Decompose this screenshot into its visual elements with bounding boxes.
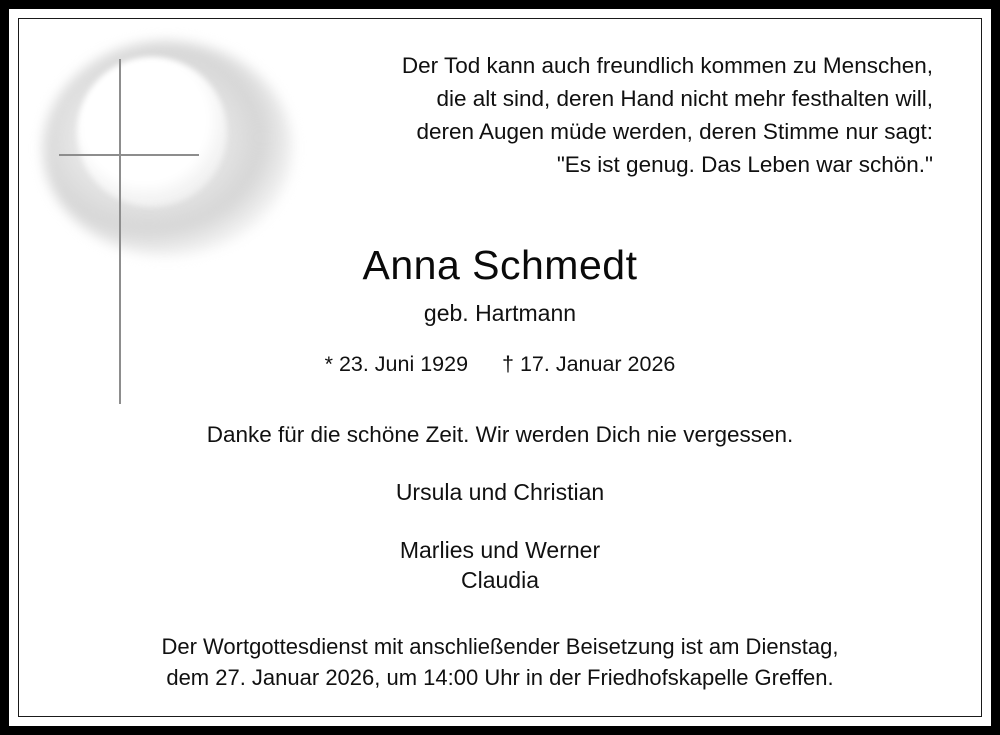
birth-date: * 23. Juni 1929 xyxy=(324,352,469,376)
thanks-message: Danke für die schöne Zeit. Wir werden Dich nie vergessen. xyxy=(206,422,794,447)
deceased-name: Anna Schmedt xyxy=(362,242,638,288)
maiden-name: geb. Hartmann xyxy=(423,300,577,326)
death-date: † 17. Januar 2026 xyxy=(502,352,676,376)
verse-line-3: deren Augen müde werden, deren Stimme nur sagt: xyxy=(416,119,933,144)
verse-line-1: Der Tod kann auch freundlich kommen zu Menschen, xyxy=(401,53,933,78)
deceased-name-block xyxy=(9,241,991,378)
mourner-group xyxy=(9,477,991,507)
verse-line-4: "Es ist genug. Das Leben war schön." xyxy=(556,152,933,177)
life-dates xyxy=(9,350,991,378)
service-details xyxy=(9,631,991,693)
service-line-2: dem 27. Januar 2026, um 14:00 Uhr in der Friedhofskapelle Greffen. xyxy=(166,665,834,690)
service-line-1: Der Wortgottesdienst mit anschließender Beisetzung ist am Dienstag, xyxy=(161,634,839,659)
verse-line-2: die alt sind, deren Hand nicht mehr festhalten will, xyxy=(436,86,933,111)
mourners-list xyxy=(9,477,991,595)
mourner-line: Ursula und Christian xyxy=(395,479,605,505)
obituary-content xyxy=(9,9,991,726)
mourner-group xyxy=(9,535,991,595)
mourner-line: Marlies und Werner xyxy=(399,537,601,563)
mourner-line: Claudia xyxy=(461,567,539,593)
memorial-verse xyxy=(293,49,933,181)
